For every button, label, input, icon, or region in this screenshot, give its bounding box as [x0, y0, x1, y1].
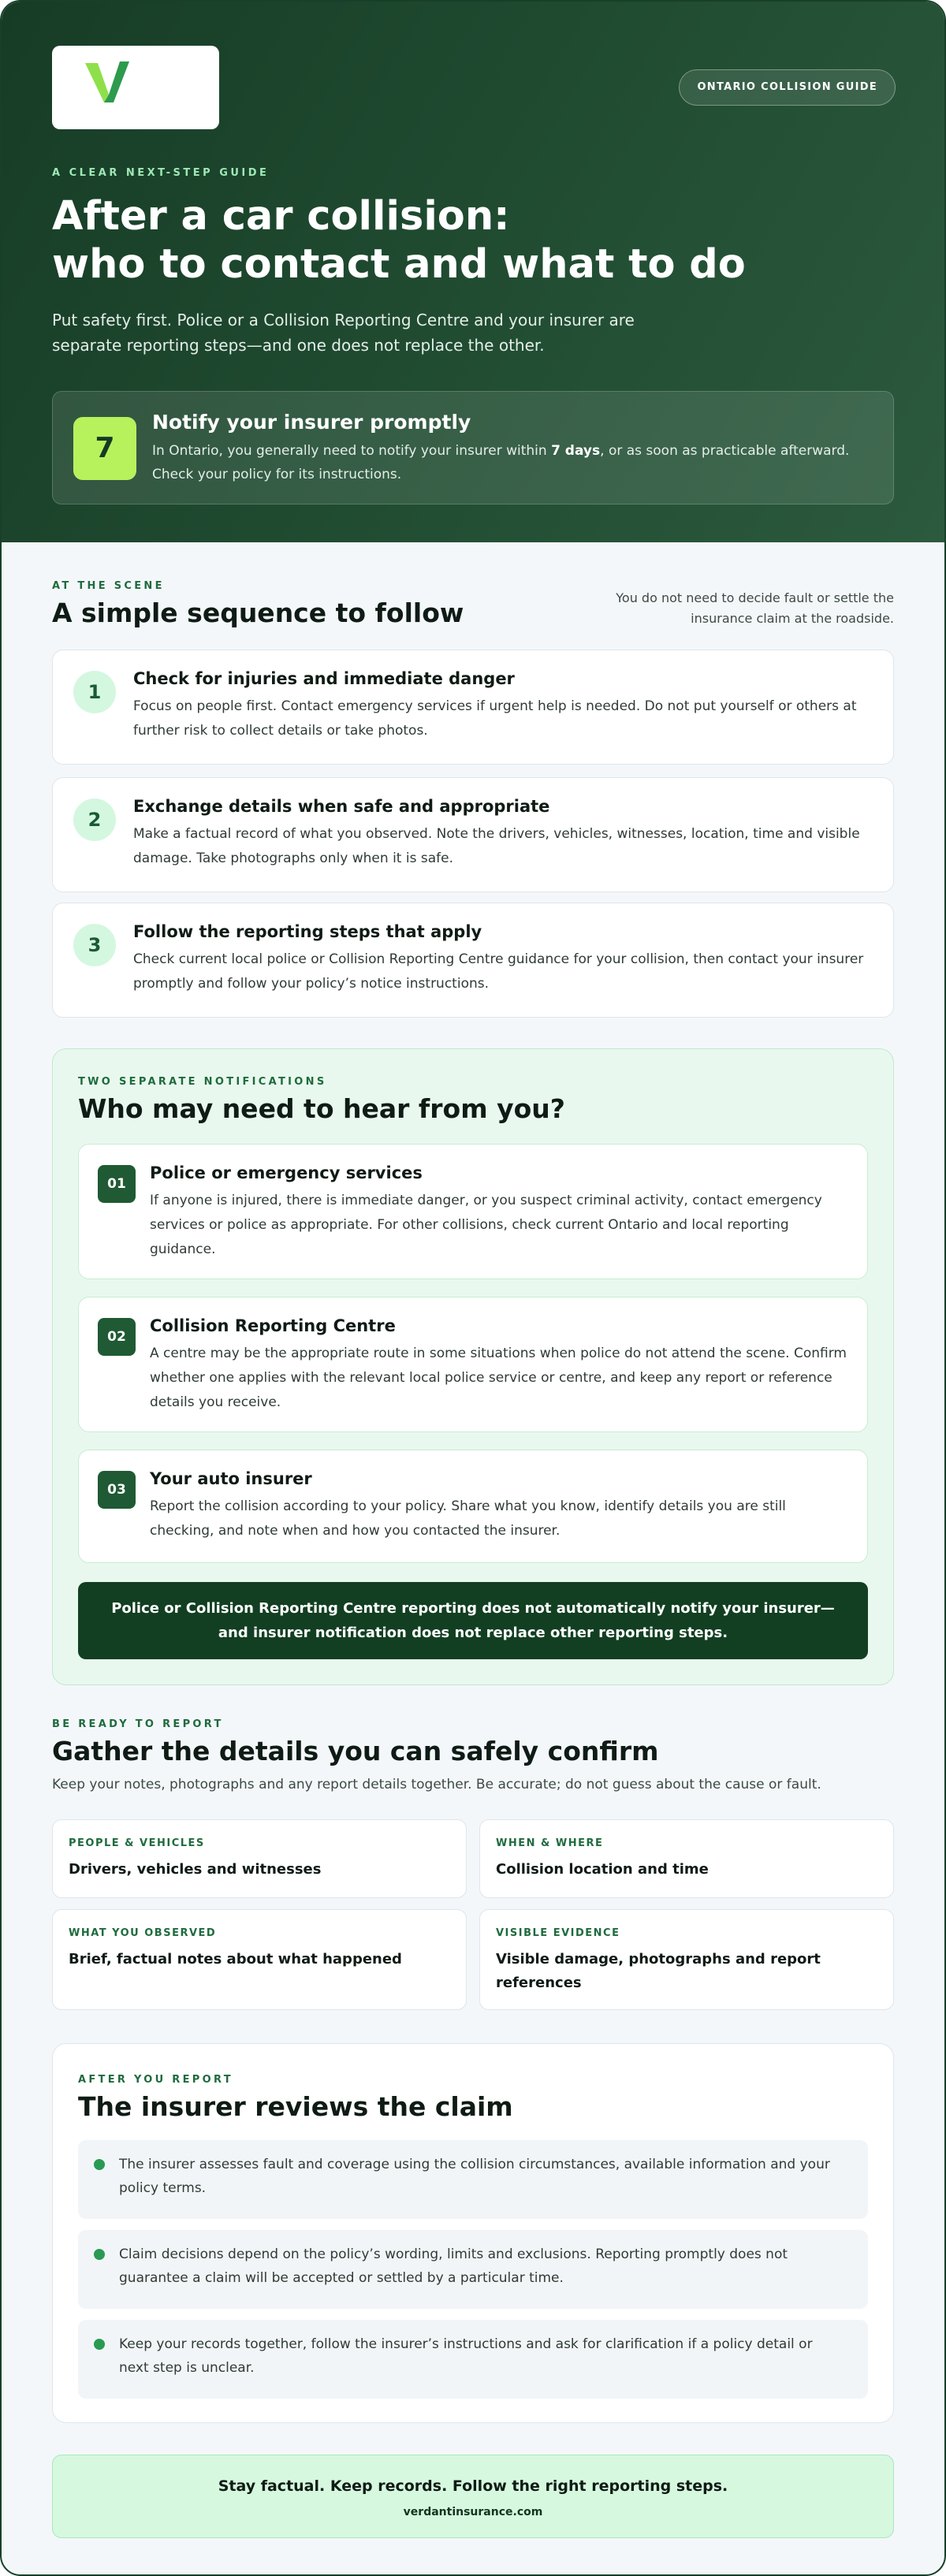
party-text: If anyone is injured, there is immediate danger, or you suspect criminal activity, contact emergency services or police as appropriate. For other collisions, check current Ontario and local reporting guidance. — [150, 1193, 822, 1257]
party-number: 03 — [98, 1471, 136, 1509]
scene-eyebrow: AT THE SCENE — [52, 580, 165, 592]
bullet-dot-icon — [94, 2339, 105, 2350]
party-number: 02 — [98, 1318, 136, 1356]
detail-card-people — [52, 1819, 467, 1898]
list-item-text: The insurer assesses fault and coverage using the collision circumstances, available information and your policy terms. — [119, 2157, 830, 2196]
footer-website-link[interactable]: verdantinsurance.com — [403, 2506, 543, 2518]
notice-text-start: In Ontario, you generally need to notify your insurer within — [152, 443, 552, 459]
detail-eyebrow: WHEN & WHERE — [496, 1837, 604, 1849]
step-card — [52, 903, 894, 1018]
party-title: Collision Reporting Centre — [150, 1316, 396, 1335]
step-card — [52, 777, 894, 892]
step-number: 3 — [73, 924, 116, 966]
footer-tagline: Stay factual. Keep records. Follow the right reporting steps. — [218, 2477, 728, 2495]
list-item-text: Claim decisions depend on the policy’s wording, limits and exclusions. Reporting promptly does not guarantee a claim will be accepted or settled by a particular time. — [119, 2247, 788, 2286]
scene-note: You do not need to decide fault or settle the insurance claim at the roadside. — [616, 590, 894, 626]
after-report-panel — [52, 2043, 894, 2423]
notifications-title: Who may need to hear from you? — [78, 1093, 565, 1124]
brand-logo[interactable] — [52, 46, 219, 129]
party-card-insurer — [78, 1450, 868, 1563]
detail-eyebrow: VISIBLE EVIDENCE — [496, 1927, 620, 1939]
list-item — [78, 2140, 868, 2219]
gather-eyebrow: BE READY TO REPORT — [52, 1718, 224, 1730]
detail-text: Drivers, vehicles and witnesses — [69, 1861, 322, 1878]
after-eyebrow: AFTER YOU REPORT — [78, 2074, 233, 2086]
insurer-notice-card — [52, 391, 894, 504]
page-title — [52, 192, 840, 288]
party-card-reporting-centre — [78, 1297, 868, 1432]
days-badge: 7 — [73, 417, 136, 480]
leaf-logo-icon — [85, 60, 132, 106]
notice-days-emphasis: 7 days — [551, 443, 601, 459]
step-text: Focus on people first. Contact emergency services if urgent help is needed. Do not put yourself or others at further risk to collect details or take photos. — [133, 698, 857, 739]
hero-eyebrow: A CLEAR NEXT-STEP GUIDE — [52, 167, 270, 179]
scene-title: A simple sequence to follow — [52, 597, 464, 628]
page-title-line-2: who to contact and what to do — [52, 241, 746, 288]
party-text: A centre may be the appropriate route in some situations when police do not attend the scene. Confirm whether one applies with the relevant local police service or centre, and keep any report or reference details you receive. — [150, 1346, 847, 1410]
notifications-eyebrow: TWO SEPARATE NOTIFICATIONS — [78, 1076, 327, 1088]
detail-card-when-where — [479, 1819, 894, 1898]
hero-section — [2, 2, 944, 542]
party-text: Report the collision according to your policy. Share what you know, identify details you are still checking, and note when and how you contacted the insurer. — [150, 1498, 786, 1539]
detail-eyebrow: WHAT YOU OBSERVED — [69, 1927, 217, 1939]
step-number: 2 — [73, 798, 116, 841]
party-number: 01 — [98, 1165, 136, 1203]
bullet-dot-icon — [94, 2249, 105, 2260]
detail-text: Brief, factual notes about what happened — [69, 1951, 402, 1967]
detail-text: Visible damage, photographs and report references — [496, 1951, 821, 1991]
notice-text — [152, 439, 862, 486]
detail-card-evidence — [479, 1909, 894, 2010]
list-item — [78, 2320, 868, 2399]
detail-eyebrow: PEOPLE & VEHICLES — [69, 1837, 205, 1849]
notifications-panel — [52, 1048, 894, 1685]
list-item-text: Keep your records together, follow the insurer’s instructions and ask for clarification if a policy detail or next step is unclear. — [119, 2336, 813, 2376]
detail-card-observed — [52, 1909, 467, 2010]
detail-text: Collision location and time — [496, 1861, 709, 1878]
gather-title: Gather the details you can safely confirm — [52, 1736, 659, 1766]
step-title: Follow the reporting steps that apply — [133, 922, 482, 941]
footer-banner — [52, 2455, 894, 2538]
party-title: Police or emergency services — [150, 1163, 423, 1182]
step-title: Check for injuries and immediate danger — [133, 669, 515, 688]
step-text: Check current local police or Collision Reporting Centre guidance for your collision, then contact your insurer promptly and follow your policy’s notice instructions. — [133, 951, 864, 992]
step-number: 1 — [73, 671, 116, 713]
party-card-police — [78, 1144, 868, 1279]
notice-text-end: , or as soon as practicable afterward. Check your policy for its instructions. — [152, 443, 850, 482]
step-text: Make a factual record of what you observed. Note the drivers, vehicles, witnesses, location, time and visible damage. Take photographs only when it is safe. — [133, 826, 860, 866]
hero-subtitle: Put safety first. Police or a Collision Reporting Centre and your insurer are separate reporting steps—and one does not replace the other. — [52, 311, 635, 355]
guide-badge: ONTARIO COLLISION GUIDE — [679, 69, 896, 106]
notice-title: Notify your insurer promptly — [152, 411, 471, 434]
separate-reporting-warning: Police or Collision Reporting Centre reporting does not automatically notify your insurer—and insurer notification does not replace other reporting steps. — [78, 1582, 868, 1659]
bullet-dot-icon — [94, 2159, 105, 2170]
list-item — [78, 2230, 868, 2309]
step-card — [52, 650, 894, 765]
page-title-line-1: After a car collision: — [52, 193, 510, 240]
party-title: Your auto insurer — [150, 1469, 312, 1488]
step-title: Exchange details when safe and appropriate — [133, 797, 550, 816]
after-title: The insurer reviews the claim — [78, 2091, 513, 2122]
gather-subtitle: Keep your notes, photographs and any report details together. Be accurate; do not guess about the cause or fault. — [52, 1777, 821, 1792]
